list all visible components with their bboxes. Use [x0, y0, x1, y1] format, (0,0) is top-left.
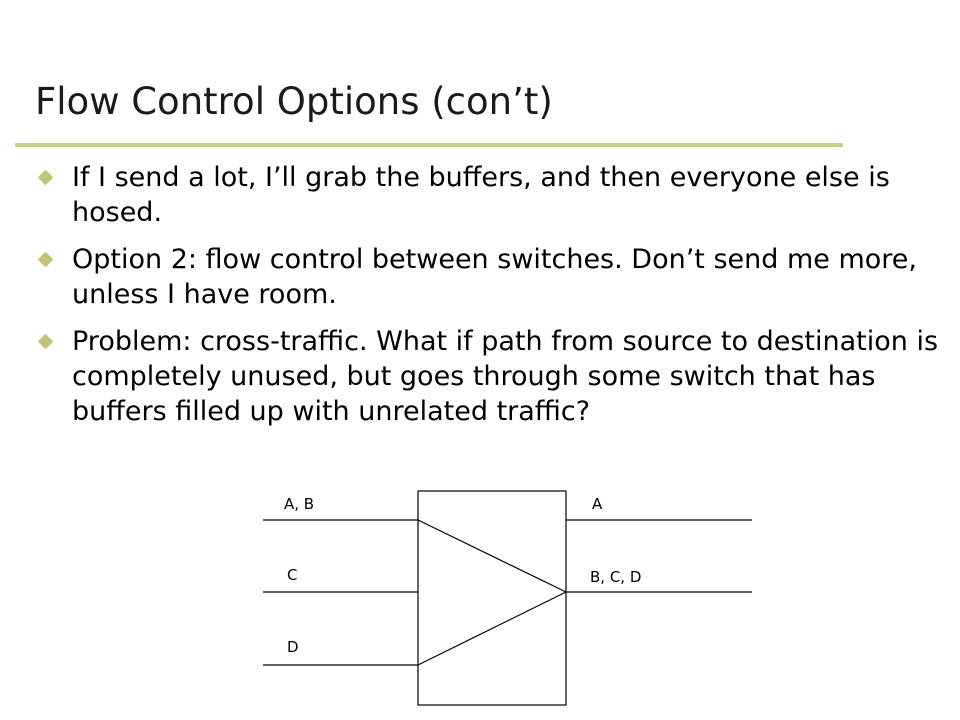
output-label-bcd: B, C, D	[590, 568, 642, 586]
bullet-list	[40, 160, 950, 441]
bullet-item-3	[40, 324, 950, 429]
bullet-item-2	[40, 242, 950, 312]
bullet-text-3: Problem: cross-traffic. What if path from source to destination is completely unused, but goes through some switch that has buffers filled up with unrelated traffic?	[72, 326, 939, 427]
bullet-item-1	[40, 160, 950, 230]
input-label-ab: A, B	[284, 495, 315, 513]
switch-box	[418, 491, 566, 705]
diamond-bullet-icon	[38, 252, 54, 268]
diamond-bullet-icon	[38, 334, 54, 350]
input-label-d: D	[287, 638, 299, 656]
route-ab-to-bcd	[418, 520, 566, 592]
title-underline	[15, 143, 843, 147]
slide-title: Flow Control Options (con’t)	[35, 80, 553, 123]
route-d-to-bcd	[418, 592, 566, 665]
bullet-text-1: If I send a lot, I’ll grab the buffers, and then everyone else is hosed.	[72, 162, 890, 228]
diamond-bullet-icon	[38, 170, 54, 186]
bullet-text-2: Option 2: flow control between switches. Don’t send me more, unless I have room.	[72, 244, 917, 310]
output-label-a: A	[592, 495, 603, 513]
input-label-c: C	[287, 566, 298, 584]
